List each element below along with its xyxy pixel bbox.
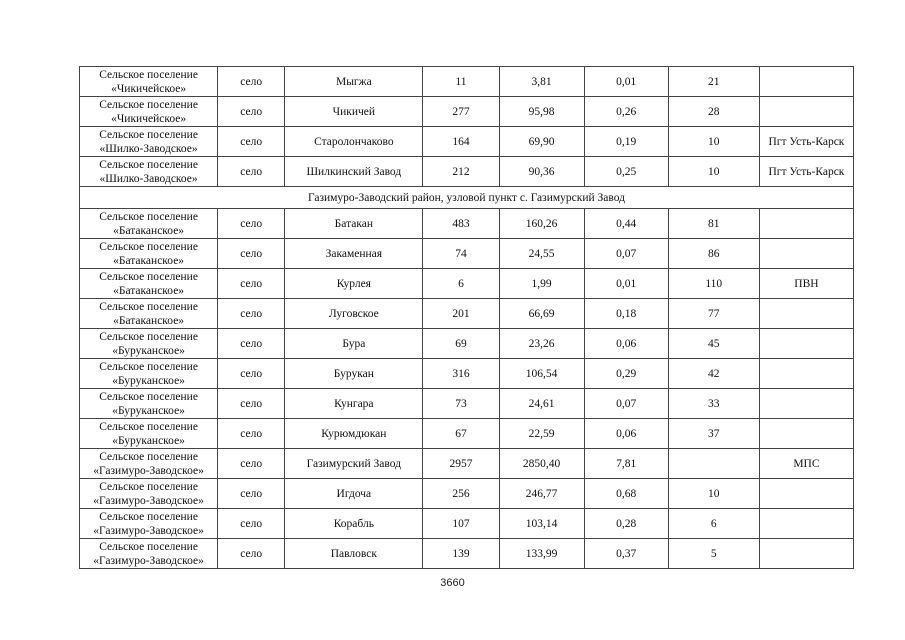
cell-population: 107 xyxy=(423,509,499,539)
cell-value: 103,14 xyxy=(499,509,584,539)
cell-settlement: Сельское поселение «Чикичейское» xyxy=(80,67,218,97)
cell-value: 69,90 xyxy=(499,127,584,157)
cell-settlement: Сельское поселение «Чикичейское» xyxy=(80,97,218,127)
table-rows-top xyxy=(80,67,854,187)
cell-note: ПВН xyxy=(759,269,853,299)
cell-locality: Мыгжа xyxy=(285,67,423,97)
cell-note xyxy=(759,509,853,539)
cell-settlement: Сельское поселение «Буруканское» xyxy=(80,359,218,389)
page-number: 3660 xyxy=(440,577,465,589)
cell-population: 164 xyxy=(423,127,499,157)
cell-locality: Чикичей xyxy=(285,97,423,127)
cell-share: 0,01 xyxy=(584,67,668,97)
table-row xyxy=(80,299,854,329)
cell-population: 277 xyxy=(423,97,499,127)
cell-type: село xyxy=(218,479,285,509)
cell-type: село xyxy=(218,539,285,569)
cell-note xyxy=(759,539,853,569)
cell-share: 0,68 xyxy=(584,479,668,509)
cell-share: 0,29 xyxy=(584,359,668,389)
table-row xyxy=(80,479,854,509)
cell-distance: 6 xyxy=(668,509,759,539)
cell-type: село xyxy=(218,209,285,239)
cell-share: 0,06 xyxy=(584,329,668,359)
table-row xyxy=(80,209,854,239)
cell-share: 0,07 xyxy=(584,239,668,269)
cell-settlement: Сельское поселение «Буруканское» xyxy=(80,419,218,449)
cell-settlement: Сельское поселение «Батаканское» xyxy=(80,209,218,239)
cell-locality: Бурукан xyxy=(285,359,423,389)
cell-type: село xyxy=(218,509,285,539)
cell-value: 22,59 xyxy=(499,419,584,449)
table-row xyxy=(80,269,854,299)
cell-note: Пгт Усть-Карск xyxy=(759,157,853,187)
table-row xyxy=(80,419,854,449)
cell-settlement: Сельское поселение «Газимуро-Заводское» xyxy=(80,539,218,569)
cell-note xyxy=(759,239,853,269)
cell-share: 0,26 xyxy=(584,97,668,127)
cell-settlement: Сельское поселение «Буруканское» xyxy=(80,389,218,419)
section-title: Газимуро-Заводский район, узловой пункт с. Газимурский Завод xyxy=(80,187,854,209)
table-rows-bottom xyxy=(80,209,854,569)
cell-distance: 10 xyxy=(668,157,759,187)
table-row xyxy=(80,329,854,359)
cell-settlement: Сельское поселение «Батаканское» xyxy=(80,269,218,299)
cell-share: 0,28 xyxy=(584,509,668,539)
cell-type: село xyxy=(218,419,285,449)
settlements-table xyxy=(79,66,854,569)
cell-type: село xyxy=(218,299,285,329)
table-row xyxy=(80,127,854,157)
cell-settlement: Сельское поселение «Шилко-Заводское» xyxy=(80,157,218,187)
table-row xyxy=(80,239,854,269)
cell-note xyxy=(759,359,853,389)
cell-settlement: Сельское поселение «Шилко-Заводское» xyxy=(80,127,218,157)
cell-locality: Курюмдюкан xyxy=(285,419,423,449)
cell-value: 3,81 xyxy=(499,67,584,97)
cell-locality: Павловск xyxy=(285,539,423,569)
cell-population: 6 xyxy=(423,269,499,299)
table-row xyxy=(80,539,854,569)
cell-value: 160,26 xyxy=(499,209,584,239)
cell-value: 2850,40 xyxy=(499,449,584,479)
cell-distance xyxy=(668,449,759,479)
cell-value: 106,54 xyxy=(499,359,584,389)
cell-distance: 45 xyxy=(668,329,759,359)
cell-population: 69 xyxy=(423,329,499,359)
cell-locality: Курлея xyxy=(285,269,423,299)
cell-type: село xyxy=(218,269,285,299)
cell-value: 133,99 xyxy=(499,539,584,569)
cell-population: 11 xyxy=(423,67,499,97)
cell-population: 212 xyxy=(423,157,499,187)
cell-distance: 10 xyxy=(668,479,759,509)
cell-share: 0,18 xyxy=(584,299,668,329)
cell-note: МПС xyxy=(759,449,853,479)
cell-settlement: Сельское поселение «Газимуро-Заводское» xyxy=(80,479,218,509)
cell-note xyxy=(759,97,853,127)
cell-population: 316 xyxy=(423,359,499,389)
cell-value: 90,36 xyxy=(499,157,584,187)
cell-value: 23,26 xyxy=(499,329,584,359)
cell-type: село xyxy=(218,389,285,419)
cell-distance: 5 xyxy=(668,539,759,569)
table-row xyxy=(80,509,854,539)
cell-locality: Игдоча xyxy=(285,479,423,509)
cell-distance: 77 xyxy=(668,299,759,329)
cell-distance: 81 xyxy=(668,209,759,239)
cell-type: село xyxy=(218,127,285,157)
table-row xyxy=(80,359,854,389)
cell-population: 2957 xyxy=(423,449,499,479)
cell-share: 0,19 xyxy=(584,127,668,157)
table-row xyxy=(80,449,854,479)
cell-share: 0,06 xyxy=(584,419,668,449)
cell-share: 0,07 xyxy=(584,389,668,419)
cell-type: село xyxy=(218,359,285,389)
cell-distance: 86 xyxy=(668,239,759,269)
cell-settlement: Сельское поселение «Батаканское» xyxy=(80,239,218,269)
cell-note xyxy=(759,67,853,97)
cell-type: село xyxy=(218,239,285,269)
table-row xyxy=(80,67,854,97)
cell-settlement: Сельское поселение «Батаканское» xyxy=(80,299,218,329)
cell-share: 0,44 xyxy=(584,209,668,239)
cell-note xyxy=(759,479,853,509)
cell-share: 0,37 xyxy=(584,539,668,569)
cell-value: 1,99 xyxy=(499,269,584,299)
cell-population: 73 xyxy=(423,389,499,419)
cell-type: село xyxy=(218,67,285,97)
table-row xyxy=(80,97,854,127)
cell-share: 0,25 xyxy=(584,157,668,187)
cell-note xyxy=(759,299,853,329)
cell-locality: Закаменная xyxy=(285,239,423,269)
cell-note xyxy=(759,209,853,239)
cell-distance: 10 xyxy=(668,127,759,157)
cell-population: 483 xyxy=(423,209,499,239)
section-row xyxy=(80,187,854,209)
table-row xyxy=(80,157,854,187)
cell-population: 256 xyxy=(423,479,499,509)
cell-value: 95,98 xyxy=(499,97,584,127)
cell-type: село xyxy=(218,449,285,479)
cell-distance: 28 xyxy=(668,97,759,127)
cell-population: 201 xyxy=(423,299,499,329)
cell-value: 246,77 xyxy=(499,479,584,509)
cell-population: 67 xyxy=(423,419,499,449)
cell-type: село xyxy=(218,97,285,127)
table-section xyxy=(80,187,854,209)
cell-value: 24,55 xyxy=(499,239,584,269)
cell-distance: 37 xyxy=(668,419,759,449)
cell-note: Пгт Усть-Карск xyxy=(759,127,853,157)
cell-settlement: Сельское поселение «Буруканское» xyxy=(80,329,218,359)
cell-locality: Кунгара xyxy=(285,389,423,419)
cell-locality: Корабль xyxy=(285,509,423,539)
cell-locality: Луговское xyxy=(285,299,423,329)
cell-share: 7,81 xyxy=(584,449,668,479)
cell-note xyxy=(759,389,853,419)
cell-type: село xyxy=(218,329,285,359)
cell-share: 0,01 xyxy=(584,269,668,299)
cell-locality: Шилкинский Завод xyxy=(285,157,423,187)
cell-value: 24,61 xyxy=(499,389,584,419)
cell-distance: 42 xyxy=(668,359,759,389)
cell-distance: 110 xyxy=(668,269,759,299)
cell-value: 66,69 xyxy=(499,299,584,329)
cell-population: 74 xyxy=(423,239,499,269)
cell-distance: 33 xyxy=(668,389,759,419)
cell-distance: 21 xyxy=(668,67,759,97)
cell-type: село xyxy=(218,157,285,187)
cell-note xyxy=(759,419,853,449)
cell-population: 139 xyxy=(423,539,499,569)
cell-locality: Бура xyxy=(285,329,423,359)
cell-settlement: Сельское поселение «Газимуро-Заводское» xyxy=(80,509,218,539)
cell-note xyxy=(759,329,853,359)
cell-settlement: Сельское поселение «Газимуро-Заводское» xyxy=(80,449,218,479)
cell-locality: Старолончаково xyxy=(285,127,423,157)
table-row xyxy=(80,389,854,419)
cell-locality: Газимурский Завод xyxy=(285,449,423,479)
cell-locality: Батакан xyxy=(285,209,423,239)
